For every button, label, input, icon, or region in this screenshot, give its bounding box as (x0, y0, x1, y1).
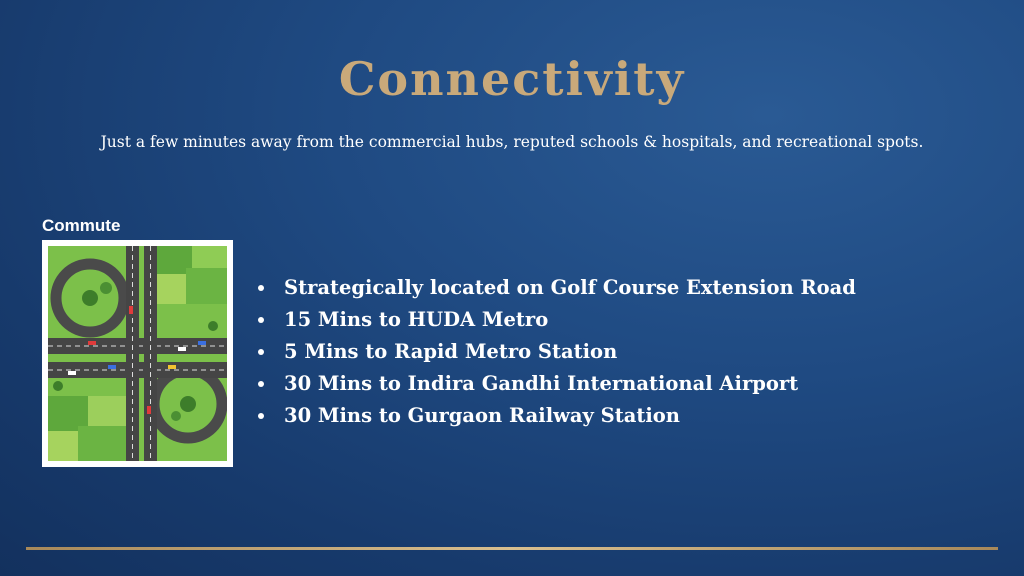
slide-title: Connectivity (338, 52, 686, 106)
bullet-item: 30 Mins to Indira Gandhi International Airport (258, 368, 856, 400)
slide-subtitle: Just a few minutes away from the commercial hubs, reputed schools & hospitals, and recreational spots. (100, 133, 924, 151)
bullet-item: 5 Mins to Rapid Metro Station (258, 336, 856, 368)
gold-divider-line (26, 547, 998, 550)
bullet-item: 30 Mins to Gurgaon Railway Station (258, 400, 856, 432)
commute-label: Commute (42, 216, 121, 235)
bullet-item: Strategically located on Golf Course Extension Road (258, 272, 856, 304)
commute-map-image (42, 240, 233, 467)
bullet-item: 15 Mins to HUDA Metro (258, 304, 856, 336)
connectivity-bullet-list (258, 272, 856, 432)
